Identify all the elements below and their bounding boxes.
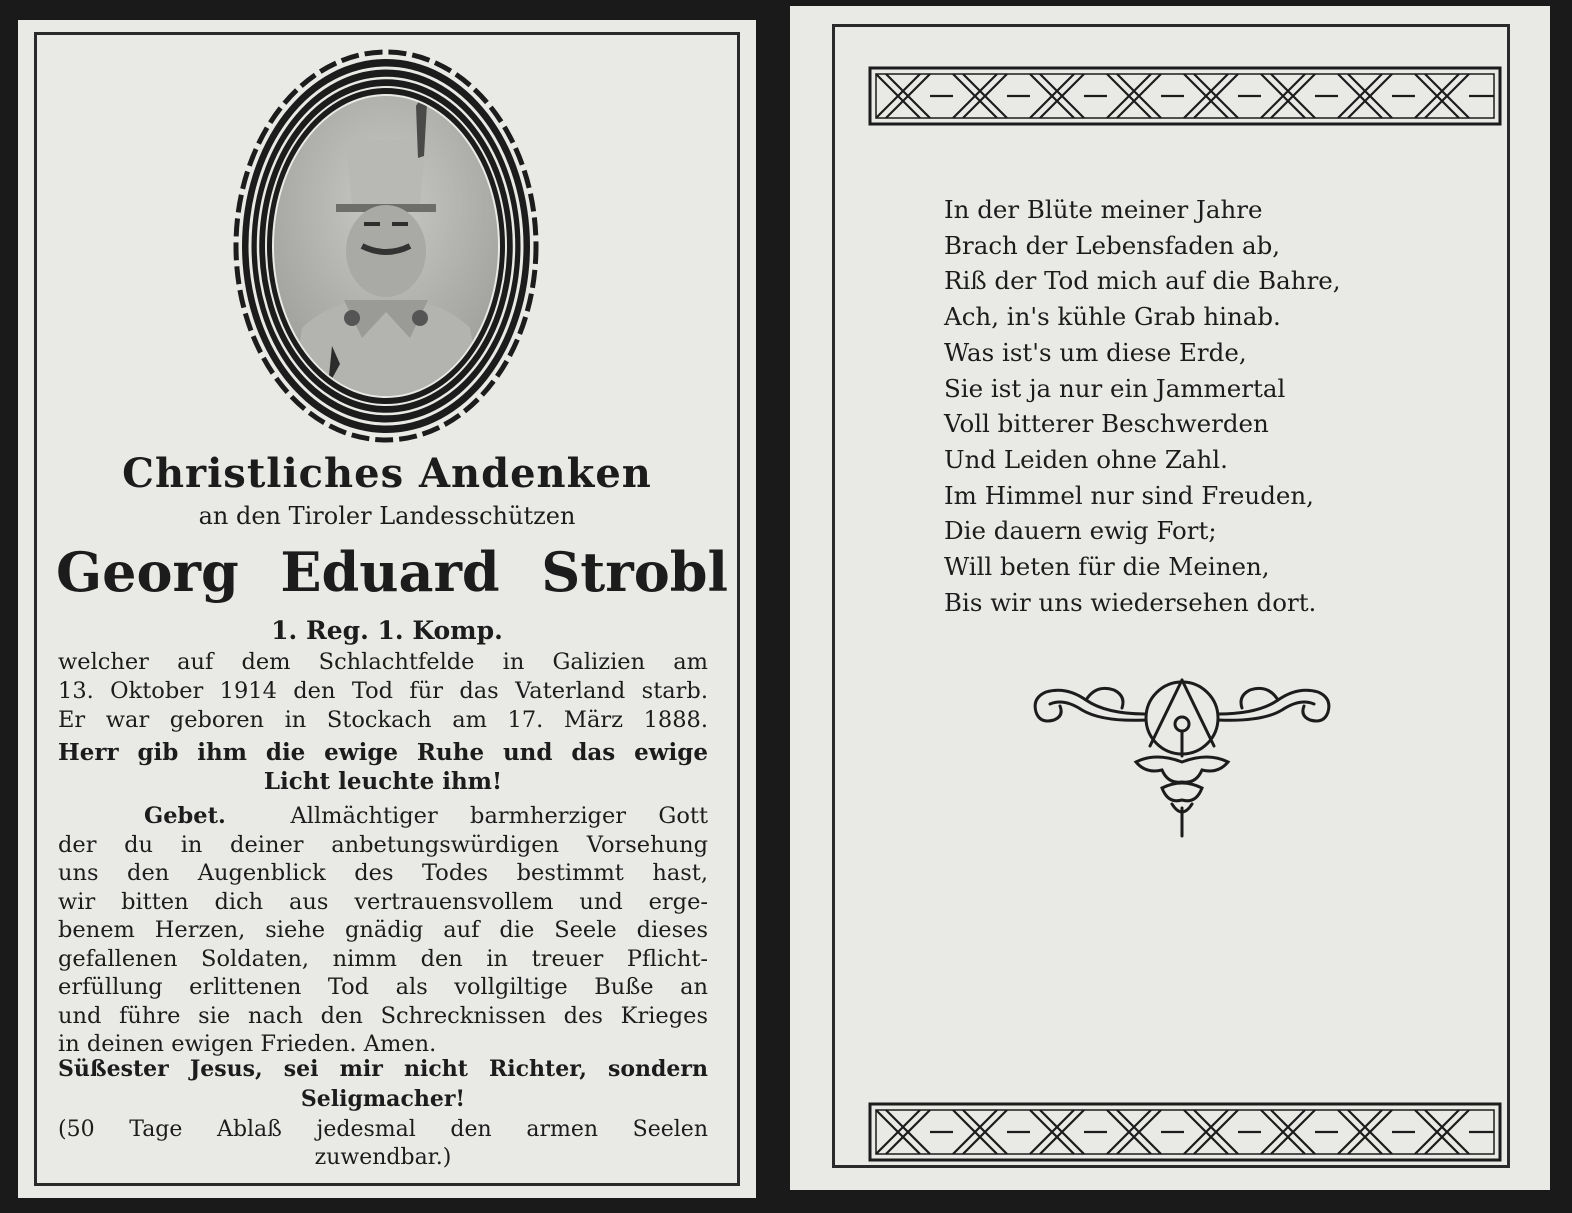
memorial-card-front — [18, 20, 756, 1198]
prayer-opening: Allmächtiger barmherziger Gott — [290, 803, 708, 829]
closing-line: Seligmacher! — [300, 1086, 466, 1112]
poem-line: Was ist's um diese Erde, — [944, 337, 1247, 367]
middle-name: Eduard — [280, 540, 500, 604]
poem-line: Bis wir uns wiedersehen dort. — [944, 587, 1317, 617]
portrait-photo — [232, 46, 540, 446]
death-line: 13. Oktober 1914 den Tod für das Vaterland starb. — [58, 678, 708, 704]
indulgence-note — [58, 1116, 708, 1172]
memorial-poem — [944, 192, 1341, 620]
poem-line: Will beten für die Meinen, — [944, 552, 1270, 582]
prayer-line: und führe sie nach den Schrecknissen des Krieges — [58, 1002, 708, 1029]
dedication-line: an den Tiroler Landesschützen — [198, 502, 576, 530]
first-name: Georg — [56, 540, 239, 604]
poem-line: Sie ist ja nur ein Jammertal — [944, 373, 1286, 403]
memorial-card-back — [790, 6, 1550, 1190]
prayer-first-line — [58, 802, 708, 831]
prayer-line: in deinen ewigen Frieden. Amen. — [58, 1031, 437, 1057]
poem-line: Und Leiden ohne Zahl. — [944, 444, 1228, 474]
floral-ornament — [1026, 670, 1338, 840]
indulgence-line: (50 Tage Ablaß jedesmal den armen Seelen — [58, 1117, 708, 1142]
closing-line: Süßester Jesus, sei mir nicht Richter, sondern — [58, 1056, 708, 1082]
invocation-line: Herr gib ihm die ewige Ruhe und das ewige — [58, 739, 708, 766]
deceased-name — [56, 540, 728, 604]
prayer-line: wir bitten dich aus vertrauensvollem und erge- — [58, 888, 708, 915]
poem-line: Brach der Lebensfaden ab, — [944, 230, 1281, 260]
prayer-line: erfüllung erlittenen Tod als vollgiltige Buße an — [58, 974, 708, 1000]
military-unit: 1. Reg. 1. Komp. — [271, 616, 503, 645]
ornamental-border-top — [868, 66, 1502, 126]
poem-line: Riß der Tod mich auf die Bahre, — [944, 266, 1341, 296]
poem-line: Die dauern ewig Fort; — [944, 516, 1217, 546]
prayer-text — [58, 802, 708, 1059]
prayer-line: uns den Augenblick des Todes bestimmt hast, — [58, 860, 708, 886]
rest-invocation — [58, 738, 708, 796]
prayer-label: Gebet. — [144, 803, 226, 829]
death-notice — [58, 648, 708, 735]
indulgence-line: zuwendbar.) — [314, 1145, 452, 1170]
poem-line: Im Himmel nur sind Freuden, — [944, 480, 1314, 510]
last-name: Strobl — [541, 540, 728, 604]
closing-invocation — [58, 1054, 708, 1114]
death-line: welcher auf dem Schlachtfelde in Galizien am — [58, 649, 708, 675]
invocation-line: Licht leuchte ihm! — [263, 768, 503, 795]
ornamental-border-bottom — [868, 1102, 1502, 1162]
prayer-line: benem Herzen, siehe gnädig auf die Seele dieses — [58, 917, 708, 943]
poem-line: Voll bitterer Beschwerden — [944, 409, 1269, 439]
prayer-line: gefallenen Soldaten, nimm den in treuer Pflicht- — [58, 945, 708, 972]
poem-line: Ach, in's kühle Grab hinab. — [944, 302, 1281, 332]
death-line: Er war geboren in Stockach am 17. März 1888. — [58, 707, 708, 733]
poem-line: In der Blüte meiner Jahre — [944, 195, 1263, 224]
card-title: Christliches Andenken — [122, 450, 652, 497]
prayer-line: der du in deiner anbetungswürdigen Vorsehung — [58, 831, 708, 858]
